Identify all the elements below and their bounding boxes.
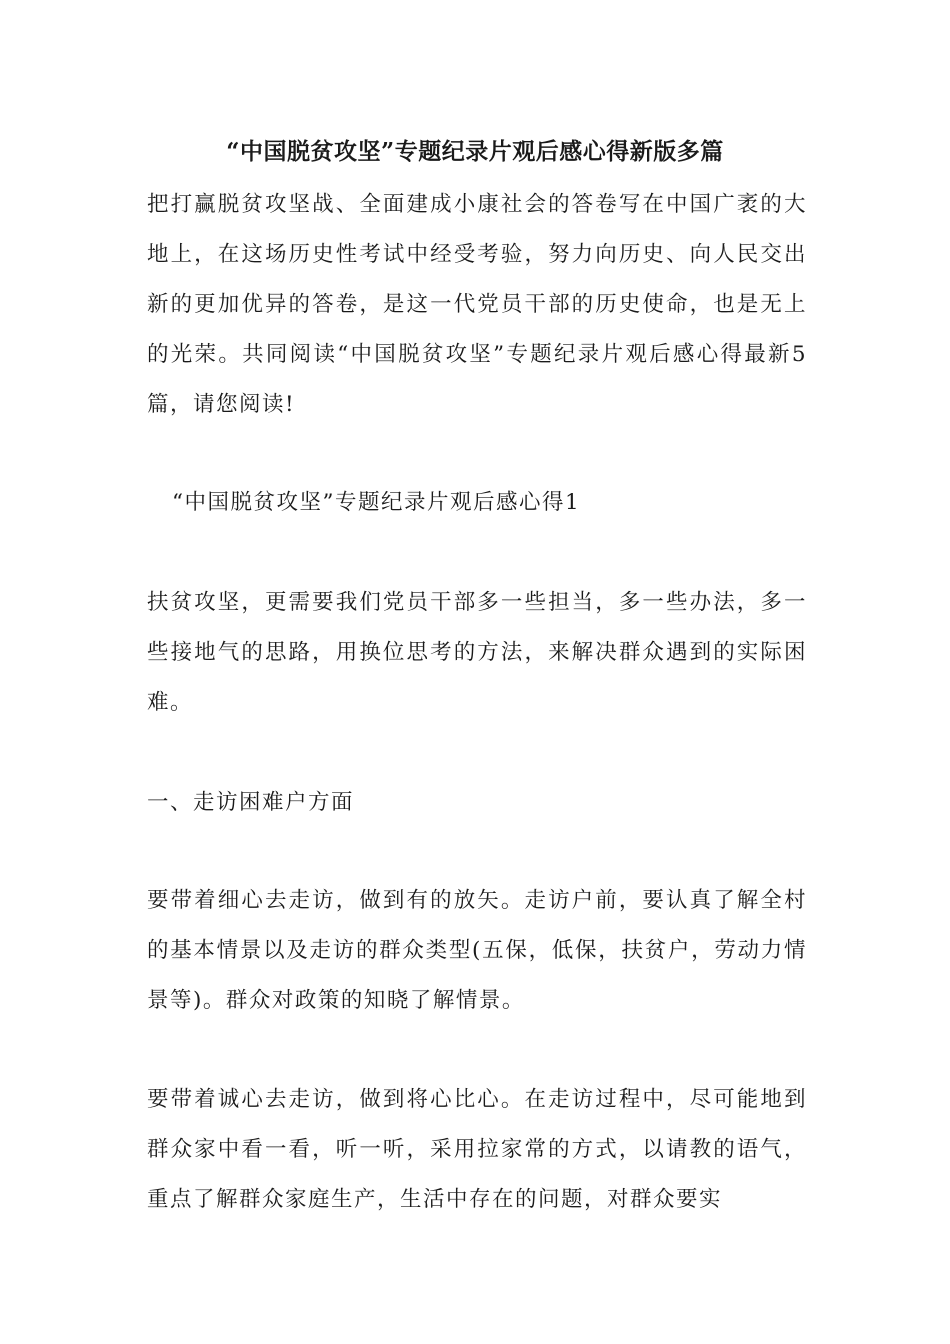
section-subtitle: “中国脱贫攻坚”专题纪录片观后感心得1: [172, 490, 581, 515]
intro-paragraph: 把打赢脱贫攻坚战、全面建成小康社会的答卷写在中国广袤的大地上，在这场历史性考试中经受考验，努力向历史、向人民交出新的更加优异的答卷，是这一代党员干部的历史使命，也是无上的光荣。共同阅读“中国脱贫攻坚”专题纪录片观后感心得最新5篇，请您阅读!: [147, 192, 807, 417]
section-heading: 一、走访困难户方面: [147, 790, 355, 815]
body-paragraph-2: 要带着细心去走访，做到有的放矢。走访户前，要认真了解全村的基本情景以及走访的群众类型(五保，低保，扶贫户，劳动力情景等)。群众对政策的知晓了解情景。: [147, 888, 807, 1013]
document-title: “中国脱贫攻坚”专题纪录片观后感心得新版多篇: [226, 138, 724, 165]
body-paragraph-1: 扶贫攻坚，更需要我们党员干部多一些担当，多一些办法，多一些接地气的思路，用换位思考的方法，来解决群众遇到的实际困难。: [147, 590, 807, 715]
body-paragraph-3: 要带着诚心去走访，做到将心比心。在走访过程中，尽可能地到群众家中看一看，听一听，采用拉家常的方式，以请教的语气，重点了解群众家庭生产，生活中存在的问题，对群众要实: [147, 1087, 807, 1212]
